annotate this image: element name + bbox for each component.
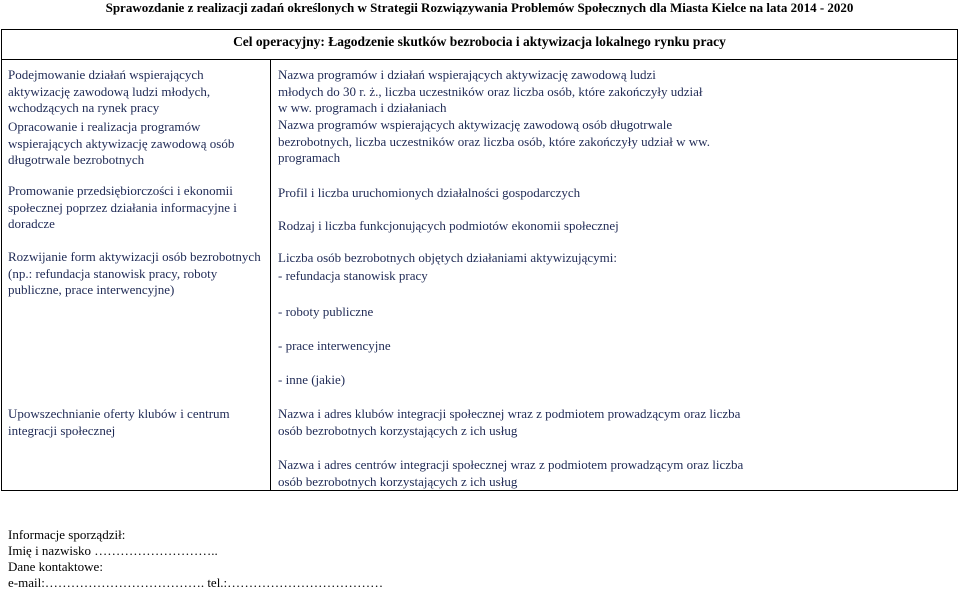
title-divider — [2, 59, 957, 60]
footer-info — [8, 527, 383, 591]
right-cell-3: Profil i liczba uruchomionych działalności gospodarczych — [278, 185, 581, 200]
right-cell-6: - roboty publiczne — [278, 304, 374, 319]
column-divider — [270, 59, 271, 491]
right-cell-10: Nazwa i adres centrów integracji społecznej wraz z podmiotem prowadzącym oraz liczba osób bezrobotnych korzystających z ich usług — [278, 457, 744, 489]
footer-contact-label: Dane kontaktowe: — [8, 559, 103, 574]
left-cell-1: Podejmowanie działań wspierających aktywizację zawodową ludzi młodych, wchodzących na rynek pracy — [8, 67, 211, 115]
right-cell-4: Rodzaj i liczba funkcjonujących podmiotów ekonomii społecznej — [278, 218, 619, 233]
footer-email-tel-field: e-mail:………………………………. tel.:……………………………… — [8, 575, 384, 590]
report-table — [1, 29, 958, 491]
left-cell-4: Rozwijanie form aktywizacji osób bezrobotnych (np.: refundacja stanowisk pracy, roboty publiczne, prace interwencyjne) — [8, 249, 261, 297]
footer-name-field: Imię i nazwisko ……………………….. — [8, 543, 218, 558]
right-cell-2: Nazwa programów wspierających aktywizację zawodową osób długotrwale bezrobotnych, liczba uczestników oraz liczba osób, które zakończyły udział w ww. programach — [278, 117, 710, 165]
document-header-title: Sprawozdanie z realizacji zadań określonych w Strategii Rozwiązywania Problemów Społecznych dla Miasta Kielce na lata 2014 - 2020 — [105, 0, 854, 15]
right-cell-7: - prace interwencyjne — [278, 338, 391, 353]
right-cell-5a: Liczba osób bezrobotnych objętych działaniami aktywizującymi: — [278, 250, 617, 265]
right-cell-9: Nazwa i adres klubów integracji społecznej wraz z podmiotem prowadzącym oraz liczba osób bezrobotnych korzystających z ich usług — [278, 406, 741, 438]
right-cell-1: Nazwa programów i działań wspierających aktywizację zawodową ludzi młodych do 30 r. ż., liczba uczestników oraz liczba osób, które zakończyły udział w ww. programach i działaniach — [278, 67, 703, 115]
cel-operacyjny-title: Cel operacyjny: Łagodzenie skutków bezrobocia i aktywizacja lokalnego rynku pracy — [233, 34, 726, 49]
footer-prepared-by: Informacje sporządził: — [8, 527, 126, 542]
right-cell-5b: - refundacja stanowisk pracy — [278, 268, 428, 283]
right-cell-8: - inne (jakie) — [278, 372, 346, 387]
left-cell-2: Opracowanie i realizacja programów wspierających aktywizację zawodową osób długotrwale bezrobotnych — [8, 119, 235, 167]
left-cell-3: Promowanie przedsiębiorczości i ekonomii społecznej poprzez działania informacyjne i doradcze — [8, 183, 237, 231]
left-cell-5: Upowszechnianie oferty klubów i centrum integracji społecznej — [8, 406, 230, 438]
